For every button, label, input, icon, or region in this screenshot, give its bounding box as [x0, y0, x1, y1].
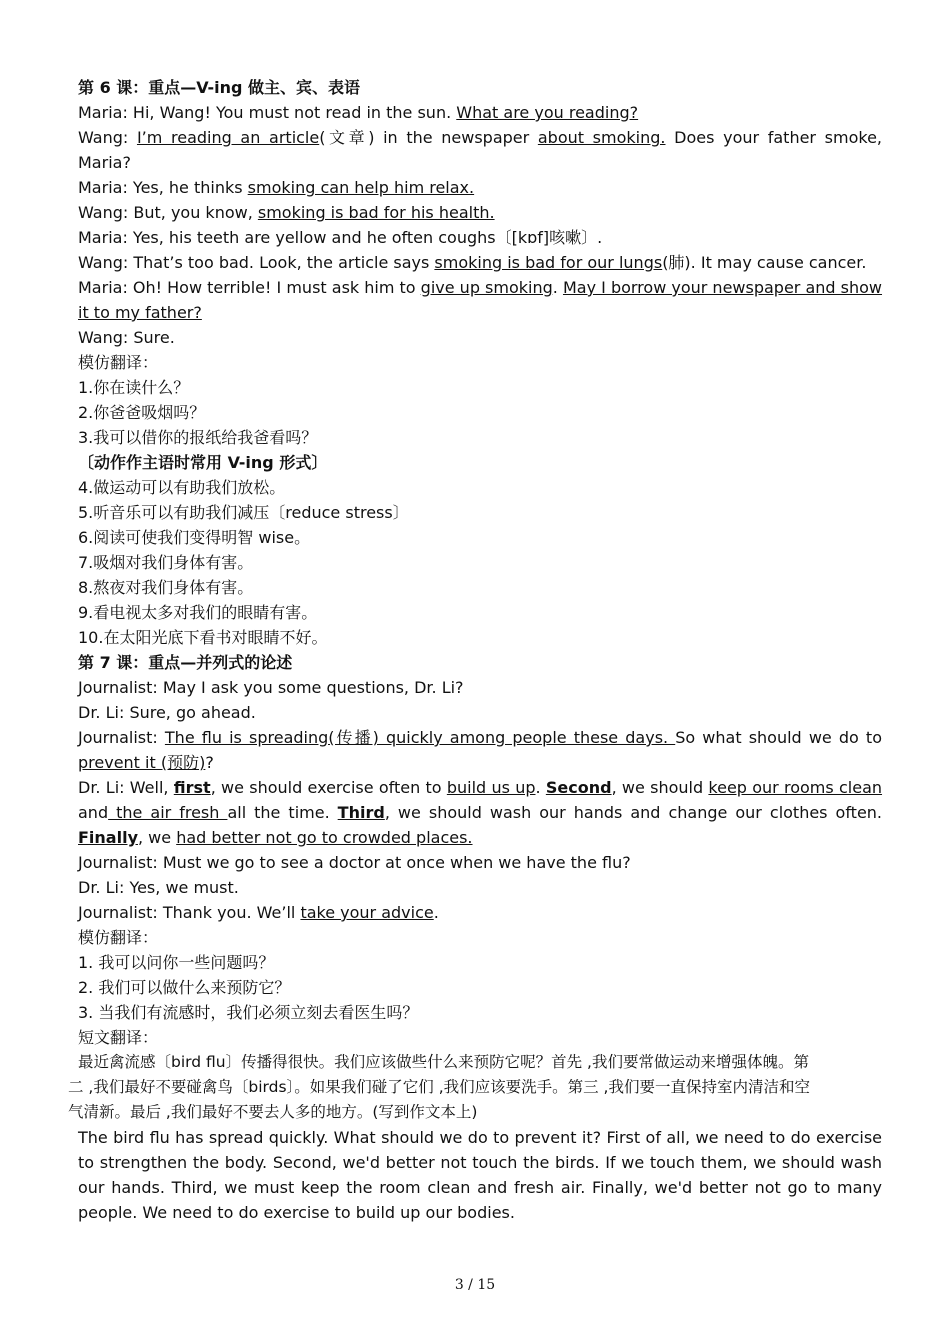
lesson7-heading: 第 7 课：重点—并列式的论述: [78, 653, 293, 672]
exercise-label: 短文翻译：: [78, 1028, 159, 1047]
underlined-phrase: smoking is bad for our lungs: [434, 253, 663, 272]
dialogue-line: Wang: I’m reading an article(文章) in the newspaper about smoking. Does your father smoke, Maria?: [78, 128, 883, 172]
underlined-phrase: build us up: [446, 778, 536, 797]
chinese-paragraph-line: 气清新。最后 ,我们最好不要去人多的地方。(写到作文本上): [68, 1103, 478, 1121]
underlined-phrase: give up smoking: [420, 278, 553, 297]
dialogue-line: Wang: But, you know, smoking is bad for his health.: [78, 203, 495, 222]
exercise-item: 8.熬夜对我们身体有害。: [78, 578, 254, 597]
exercise-label: 模仿翻译：: [78, 928, 159, 947]
chinese-paragraph-line: 二 ,我们最好不要碰禽鸟〔birds〕。如果我们碰了它们 ,我们应该要洗手。第三 ,我们要一直保持室内清洁和空: [68, 1078, 810, 1096]
emphasis-word: first: [173, 778, 211, 797]
dialogue-line: Dr. Li: Yes, we must.: [78, 878, 239, 897]
underlined-phrase: about smoking.: [537, 128, 666, 147]
grammar-rule: 〔动作作主语时常用 V-ing 形式〕: [78, 453, 328, 472]
exercise-item: 3. 当我们有流感时，我们必须立刻去看医生吗？: [78, 1003, 419, 1022]
page-number: 3 / 15: [454, 1277, 496, 1293]
emphasis-word: Finally: [78, 828, 138, 847]
underlined-phrase: take your advice: [300, 903, 434, 922]
underlined-phrase: The flu is spreading(传播) quickly among people these days.: [164, 728, 676, 747]
dialogue-line: Journalist: The flu is spreading(传播) quickly among people these days. So what should we do to prevent it (预防)?: [78, 728, 882, 772]
underlined-phrase: May I borrow your newspaper and show it to my father?: [78, 278, 883, 322]
dialogue-line: Journalist: Must we go to see a doctor at once when we have the flu?: [78, 853, 631, 872]
exercise-item: 10.在太阳光底下看书对眼睛不好。: [78, 628, 328, 647]
exercise-item: 2. 我们可以做什么来预防它？: [78, 978, 291, 997]
underlined-phrase: smoking can help him relax.: [247, 178, 475, 197]
emphasis-word: Second: [545, 778, 612, 797]
dialogue-line: Maria: Hi, Wang! You must not read in the sun. What are you reading?: [78, 103, 639, 122]
exercise-item: 4.做运动可以有助我们放松。: [78, 478, 286, 497]
exercise-item: 9.看电视太多对我们的眼睛有害。: [78, 603, 318, 622]
underlined-phrase: What are you reading?: [456, 103, 639, 122]
exercise-item: 7.吸烟对我们身体有害。: [78, 553, 254, 572]
english-paragraph: The bird flu has spread quickly. What should we do to prevent it? First of all, we need to do exercise to strengthen the body. Second, we'd better not touch the birds. If we touch them, we should wash our hands. Third, we must keep the room clean and fresh air. Finally, we'd better not go to many people. We need to do exercise to build up our bodies.: [78, 1128, 882, 1222]
underlined-phrase: smoking is bad for his health.: [257, 203, 495, 222]
lesson6-heading: 第 6 课：重点—V-ing 做主、宾、表语: [78, 78, 361, 97]
underlined-phrase: prevent it (预防): [78, 753, 206, 772]
dialogue-line: Maria: Oh! How terrible! I must ask him to give up smoking. May I borrow your newspaper and show it to my father?: [78, 278, 883, 322]
chinese-paragraph-line: 最近禽流感〔bird flu〕传播得很快。我们应该做些什么来预防它呢？首先 ,我们要常做运动来增强体魄。第: [78, 1053, 809, 1071]
emphasis-word: Third: [337, 803, 385, 822]
dialogue-line: Wang: That’s too bad. Look, the article says smoking is bad for our lungs(肺). It may cause cancer.: [78, 253, 867, 272]
dialogue-line: Journalist: Thank you. We’ll take your advice.: [78, 903, 439, 922]
dialogue-line: Wang: Sure.: [78, 328, 175, 347]
underlined-phrase: the air fresh: [108, 803, 228, 822]
underlined-phrase: keep our rooms clean: [708, 778, 883, 797]
exercise-item: 6.阅读可使我们变得明智 wise。: [78, 528, 311, 547]
exercise-label: 模仿翻译：: [78, 353, 159, 372]
dialogue-line: Dr. Li: Sure, go ahead.: [78, 703, 256, 722]
dialogue-line: Maria: Yes, he thinks smoking can help him relax.: [78, 178, 475, 197]
exercise-item: 1.你在读什么？: [78, 378, 190, 397]
exercise-item: 3.我可以借你的报纸给我爸看吗？: [78, 428, 318, 447]
exercise-item: 1. 我可以问你一些问题吗？: [78, 953, 275, 972]
dialogue-line: Journalist: May I ask you some questions, Dr. Li?: [78, 678, 464, 697]
exercise-item: 5.听音乐可以有助我们减压〔reduce stress〕: [78, 503, 409, 522]
document-page: [68, 75, 882, 1225]
dialogue-line: Maria: Yes, his teeth are yellow and he often coughs〔[kɒf]咳嗽〕.: [78, 228, 603, 247]
underlined-phrase: I’m reading an article: [136, 128, 320, 147]
underlined-phrase: had better not go to crowded places.: [176, 828, 473, 847]
exercise-item: 2.你爸爸吸烟吗？: [78, 403, 206, 422]
dialogue-line: Dr. Li: Well, first, we should exercise often to build us up. Second, we should keep our rooms clean and the air fresh all the time. Third, we should wash our hands and change our clothes often. Finally, we had better not go to crowded places.: [78, 778, 883, 847]
